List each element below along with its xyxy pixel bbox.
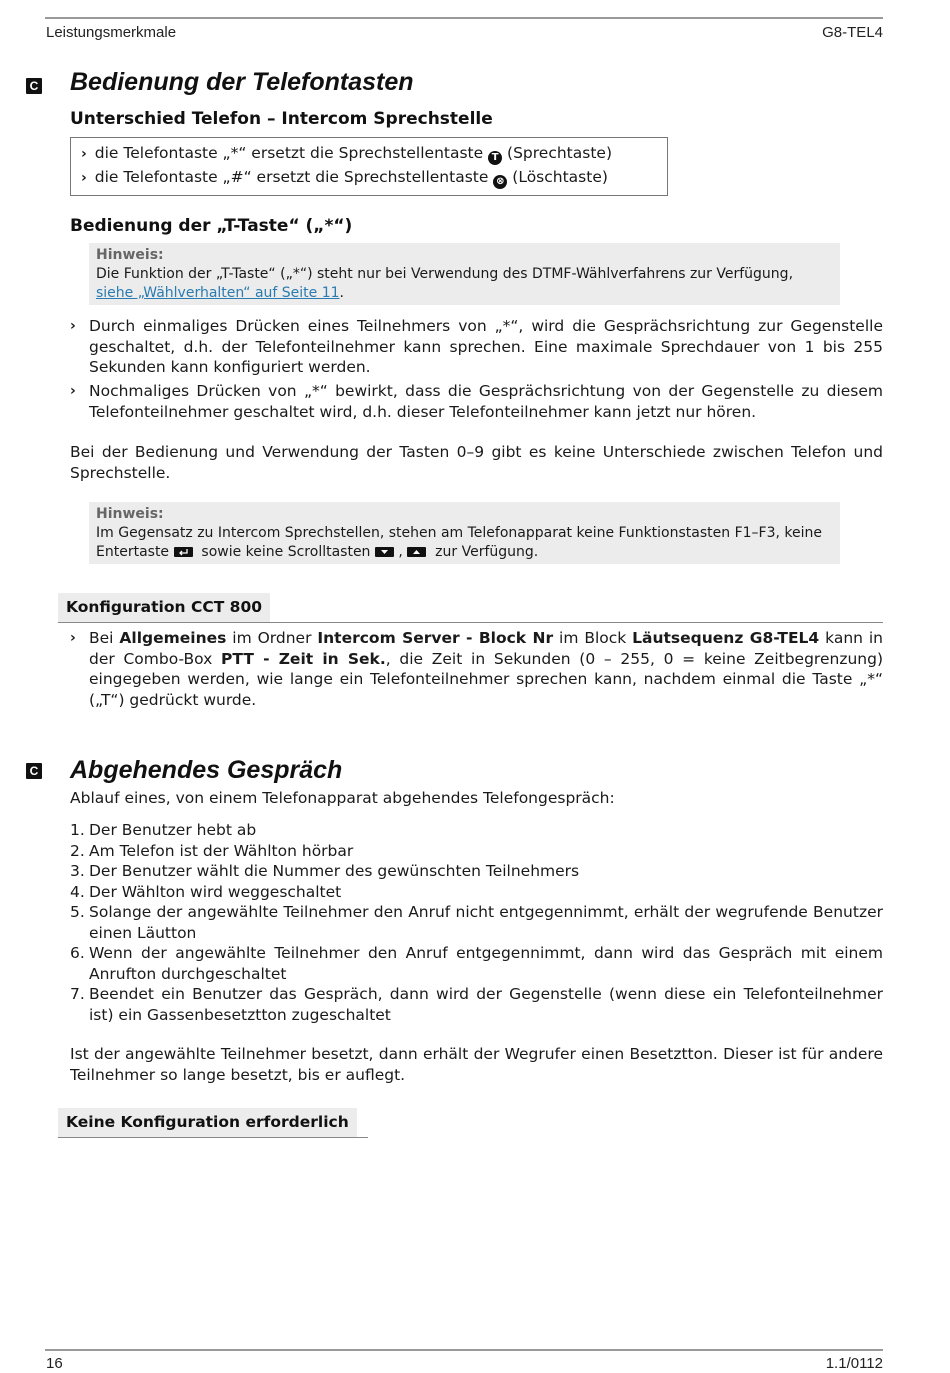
list-item: 7. Beendet ein Benutzer das Gespräch, dann wird der Gegenstelle (wenn diese ein Telefonteilnehmer ist) ein Gassenbesetztton zugeschaltet — [70, 985, 883, 1024]
section-c-icon: C — [26, 78, 42, 94]
list-item: 3. Der Benutzer wählt die Nummer des gewünschten Teilnehmers — [70, 862, 580, 880]
list-item: 4. Der Wählton wird weggeschaltet — [70, 882, 342, 901]
box-item: › die Telefontaste „#“ ersetzt die Sprechstellentaste ⊗ (Löschtaste) — [81, 168, 608, 187]
header-left: Leistungsmerkmale — [46, 24, 177, 41]
list-item: › Nochmaliges Drücken von „*“ bewirkt, dass die Gesprächsrichtung von der Gegenstelle zu diesem Telefonteilnehmer geschaltet wird, d.h. dieser Telefonteilnehmer kann jetzt nur hören. — [70, 382, 883, 421]
version-number: 1.1/0112 — [825, 1355, 883, 1372]
enter-key-icon — [174, 547, 193, 557]
box-item: › die Telefontaste „*“ ersetzt die Sprechstellentaste T (Sprechtaste) — [81, 144, 612, 163]
steps-list — [70, 820, 883, 1025]
section-c-icon: C — [26, 763, 42, 779]
note-text: Die Funktion der „T-Taste“ („*“) steht nur bei Verwendung des DTMF-Wählverfahrens zur Verfügung, siehe „Wählverhalten“ auf Seite 11. — [96, 266, 794, 301]
list-item: 2. Am Telefon ist der Wählton hörbar — [70, 841, 354, 860]
note-box — [89, 502, 840, 564]
config-text: › Bei Allgemeines im Ordner Intercom Server - Block Nr im Block Läutsequenz G8-TEL4 kann in der Combo-Box PTT - Zeit in Sek., die Zeit in Sekunden (0 – 255, 0 = keine Zeitbegrenzung) eingegeben werden, wie lange ein Telefonteilnehmer sprechen kann, nachdem einmal die Taste „*“ („T“) gedrückt wurde. — [70, 629, 884, 709]
talk-key-icon: T — [488, 151, 502, 165]
note-title: Hinweis: — [96, 506, 164, 522]
page-reference-link[interactable]: siehe „Wählverhalten“ auf Seite 11 — [96, 285, 340, 301]
header-right: G8-TEL4 — [822, 24, 883, 41]
config-rule — [58, 1137, 368, 1138]
footer-rule — [45, 1349, 883, 1351]
ttaste-heading: Bedienung der „T-Taste“ („*“) — [70, 216, 353, 236]
subsection-title: Unterschied Telefon – Intercom Sprechstelle — [70, 109, 493, 129]
note-text: Im Gegensatz zu Intercom Sprechstellen, stehen am Telefonapparat keine Funktionstasten F1–F3, keine Entertaste sowie keine Scrolltasten , zur Verfügung. — [96, 525, 822, 560]
intro-text: Ablauf eines, von einem Telefonapparat abgehendes Telefongespräch: — [70, 789, 615, 807]
list-item: 5. Solange der angewählte Teilnehmer den Anruf nicht entgegennimmt, erhält der wegrufende Benutzer einen Läutton — [70, 903, 883, 942]
scroll-down-key-icon — [375, 547, 394, 557]
page-number: 16 — [46, 1355, 63, 1372]
list-item: › Durch einmaliges Drücken eines Teilnehmers von „*“, wird die Gesprächsrichtung zur Gegenstelle geschaltet, d.h. der Telefonteilnehmer kann sprechen. Eine maximale Sprechdauer von 1 bis 255 Sekunden kann konfiguriert werden. — [70, 317, 883, 376]
note-title: Hinweis: — [96, 247, 164, 263]
list-item: 6. Wenn der angewählte Teilnehmer den Anruf entgegennimmt, dann wird das Gespräch mit einem Anrufton durchgeschaltet — [70, 944, 883, 983]
paragraph: Ist der angewählte Teilnehmer besetzt, dann erhält der Wegrufer einen Besetztton. Dieser ist für andere Teilnehmer so lange besetzt, bis er auflegt. — [70, 1045, 883, 1084]
list-item: 1. Der Benutzer hebt ab — [70, 821, 257, 839]
scroll-up-key-icon — [407, 547, 426, 557]
note-box — [89, 243, 840, 305]
section-title: Bedienung der Telefontasten — [70, 68, 414, 96]
header-rule — [45, 17, 883, 19]
section-title: Abgehendes Gespräch — [70, 756, 343, 784]
config-label: Konfiguration CCT 800 — [58, 593, 270, 622]
delete-key-icon: ⊗ — [493, 175, 507, 189]
key-mapping-box — [70, 137, 668, 196]
paragraph: Bei der Bedienung und Verwendung der Tasten 0–9 gibt es keine Unterschiede zwischen Telefon und Sprechstelle. — [70, 443, 883, 482]
config-label: Keine Konfiguration erforderlich — [58, 1108, 357, 1137]
config-rule — [58, 622, 883, 623]
